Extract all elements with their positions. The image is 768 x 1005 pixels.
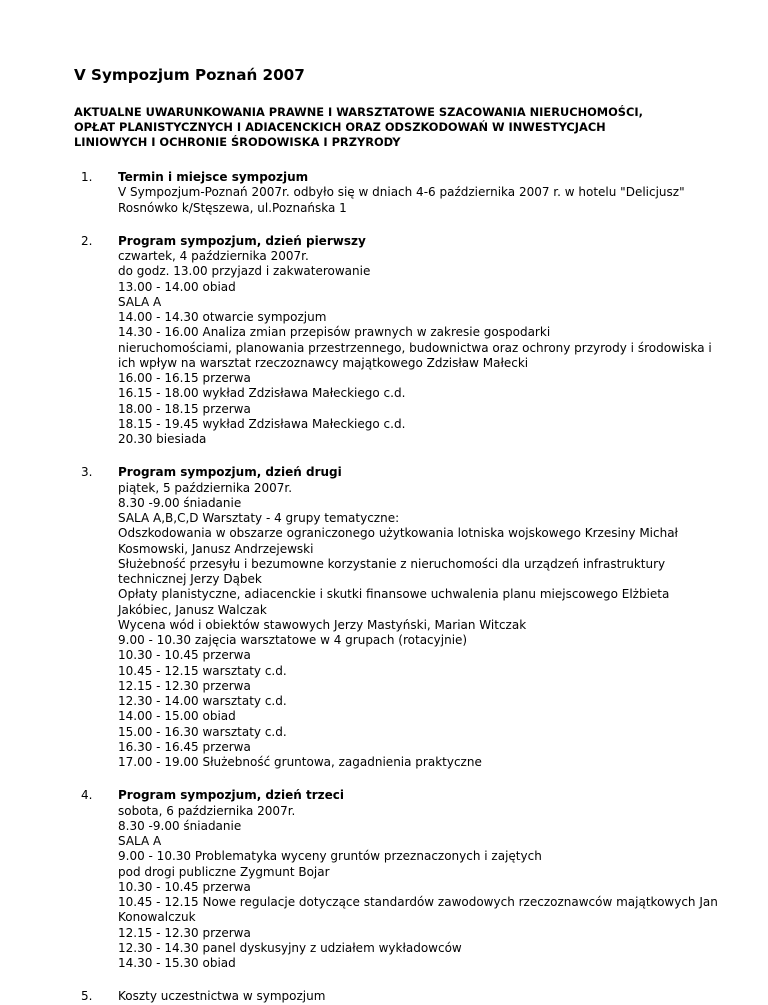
section-line: 10.45 - 12.15 Nowe regulacje dotyczące standardów zawodowych rzeczoznawców majątkowych Jan bbox=[118, 895, 718, 909]
section-number: 3. bbox=[81, 465, 93, 480]
section-title: Termin i miejsce sympozjum bbox=[118, 170, 309, 184]
section-line: 14.00 - 15.00 obiad bbox=[118, 709, 236, 724]
section-line: 16.15 - 18.00 wykład Zdzisława Małeckiego c.d. bbox=[118, 386, 406, 401]
section-title: Program sympozjum, dzień trzeci bbox=[118, 788, 344, 803]
section-line: Jakóbiec, Janusz Walczak bbox=[118, 602, 267, 617]
section-title: Koszty uczestnictwa w sympozjum bbox=[118, 989, 326, 1004]
section-2 bbox=[74, 233, 712, 448]
section-line: sobota, 6 października 2007r. bbox=[118, 803, 296, 818]
subtitle-line: LINIOWYCH I OCHRONIE ŚRODOWISKA I PRZYRODY bbox=[74, 135, 401, 149]
section-number: 1. bbox=[81, 170, 93, 184]
section-line: 8.30 -9.00 śniadanie bbox=[118, 818, 242, 833]
section-line: pod drogi publiczne Zygmunt Bojar bbox=[118, 864, 330, 879]
section-line: Opłaty planistyczne, adiacenckie i skutki finansowe uchwalenia planu miejscowego Elżbieta bbox=[118, 587, 670, 602]
page-title: V Sympozjum Poznań 2007 bbox=[74, 66, 305, 84]
subtitle-line: OPŁAT PLANISTYCZNYCH I ADIACENCKICH ORAZ ODSZKODOWAŃ W INWESTYCJACH bbox=[74, 120, 606, 134]
section-line: 14.30 - 15.30 obiad bbox=[118, 956, 236, 970]
section-1 bbox=[74, 170, 708, 216]
section-line: 9.00 - 10.30 Problematyka wyceny gruntów przeznaczonych i zajętych bbox=[118, 849, 542, 864]
section-title: Program sympozjum, dzień drugi bbox=[118, 465, 342, 480]
section-line: V Sympozjum-Poznań 2007r. odbyło się w dniach 4-6 października 2007 r. w hotelu "Delicjusz" bbox=[118, 185, 685, 200]
section-line: 12.30 - 14.00 warsztaty c.d. bbox=[118, 694, 287, 708]
section-line: Odszkodowania w obszarze ograniczonego użytkowania lotniska wojskowego Krzesiny Michał bbox=[118, 526, 678, 541]
section-line: piątek, 5 października 2007r. bbox=[118, 480, 293, 495]
section-line: 18.15 - 19.45 wykład Zdzisława Małeckiego c.d. bbox=[118, 416, 406, 431]
section-number: 5. bbox=[81, 989, 93, 1004]
section-line: 9.00 - 10.30 zajęcia warsztatowe w 4 grupach (rotacyjnie) bbox=[118, 633, 468, 647]
section-line: 10.30 - 10.45 przerwa bbox=[118, 648, 251, 663]
section-line: Kosmowski, Janusz Andrzejewski bbox=[118, 541, 314, 556]
section-line: SALA A,B,C,D Warsztaty - 4 grupy tematyczne: bbox=[118, 511, 400, 525]
section-line: SALA A bbox=[118, 834, 162, 848]
sections-list bbox=[74, 170, 718, 1005]
section-line: nieruchomościami, planowania przestrzennego, budownictwa oraz ochrony przyrody i środowiska i bbox=[118, 340, 712, 355]
document-subtitle bbox=[74, 105, 708, 150]
section-line: 16.00 - 16.15 przerwa bbox=[118, 371, 251, 385]
section-line: 14.30 - 16.00 Analiza zmian przepisów prawnych w zakresie gospodarki bbox=[118, 325, 551, 340]
section-line: 12.15 - 12.30 przerwa bbox=[118, 925, 251, 940]
section-line: czwartek, 4 października 2007r. bbox=[118, 249, 309, 263]
section-line: Konowalczuk bbox=[118, 910, 196, 925]
section-3 bbox=[74, 465, 708, 770]
section-line: 12.15 - 12.30 przerwa bbox=[118, 678, 251, 693]
section-line: 10.30 - 10.45 przerwa bbox=[118, 879, 251, 894]
section-line: 18.00 - 18.15 przerwa bbox=[118, 401, 251, 416]
section-line: 13.00 - 14.00 obiad bbox=[118, 279, 236, 294]
section-line: 16.30 - 16.45 przerwa bbox=[118, 739, 251, 754]
section-line: 8.30 -9.00 śniadanie bbox=[118, 495, 242, 510]
section-line: SALA A bbox=[118, 294, 162, 309]
subtitle-line: AKTUALNE UWARUNKOWANIA PRAWNE I WARSZTATOWE SZACOWANIA NIERUCHOMOŚCI, bbox=[74, 105, 643, 119]
section-number: 4. bbox=[81, 788, 93, 803]
section-line: Wycena wód i obiektów stawowych Jerzy Mastyński, Marian Witczak bbox=[118, 617, 527, 632]
section-5 bbox=[74, 989, 708, 1004]
section-line: 14.00 - 14.30 otwarcie sympozjum bbox=[118, 310, 327, 324]
section-line: ich wpływ na warsztat rzeczoznawcy majątkowego Zdzisław Małecki bbox=[118, 355, 529, 370]
section-line: 20.30 biesiada bbox=[118, 432, 207, 446]
section-line: 12.30 - 14.30 panel dyskusyjny z udziałem wykładowców bbox=[118, 940, 462, 955]
section-title: Program sympozjum, dzień pierwszy bbox=[118, 233, 366, 248]
section-line: Służebność przesyłu i bezumowne korzystanie z nieruchomości dla urządzeń infrastruktury bbox=[118, 556, 666, 571]
section-line: do godz. 13.00 przyjazd i zakwaterowanie bbox=[118, 264, 371, 279]
section-4 bbox=[74, 788, 718, 971]
section-line: 15.00 - 16.30 warsztaty c.d. bbox=[118, 724, 287, 739]
section-line: technicznej Jerzy Dąbek bbox=[118, 572, 262, 586]
section-line: 10.45 - 12.15 warsztaty c.d. bbox=[118, 663, 287, 678]
section-line: 17.00 - 19.00 Służebność gruntowa, zagadnienia praktyczne bbox=[118, 755, 482, 769]
section-number: 2. bbox=[81, 233, 93, 248]
section-line: Rosnówko k/Stęszewa, ul.Poznańska 1 bbox=[118, 200, 347, 215]
